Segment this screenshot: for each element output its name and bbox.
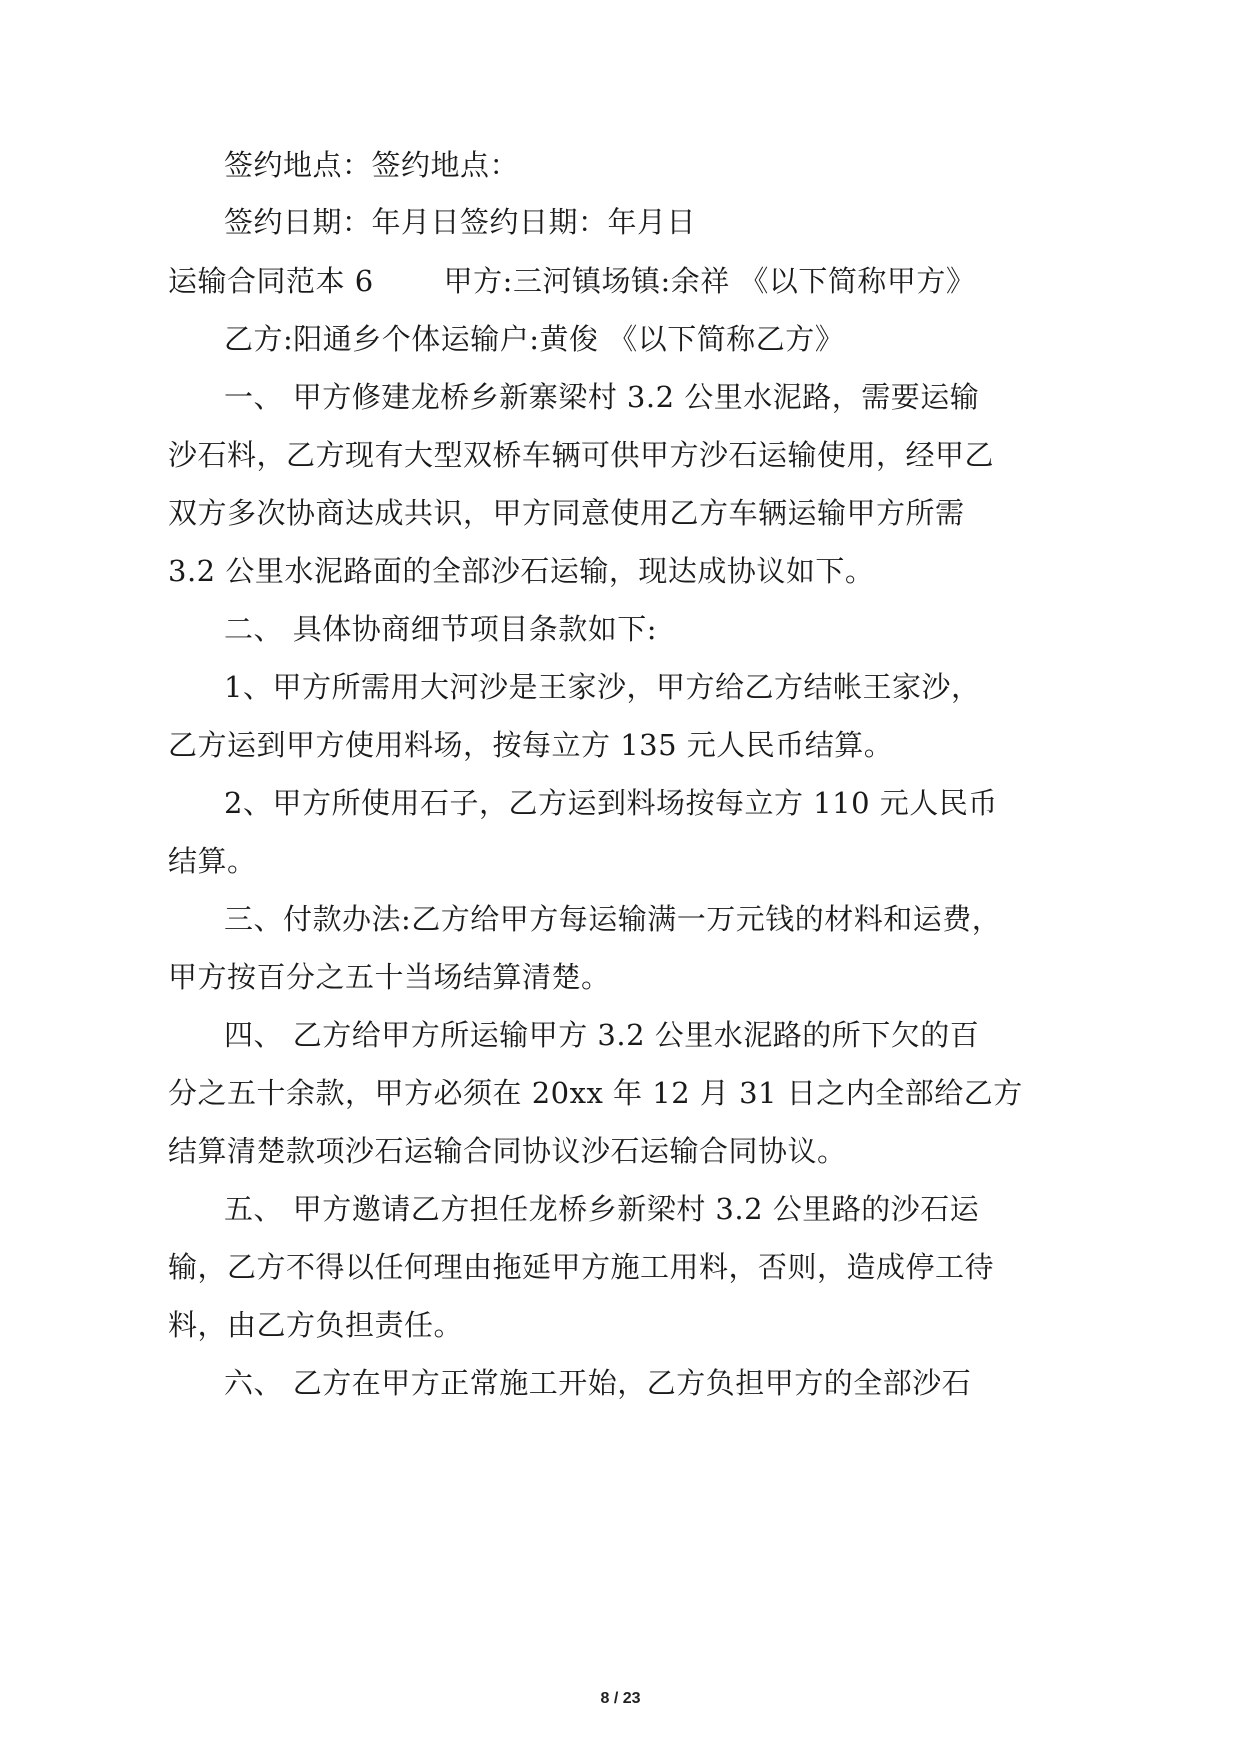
clause-1-line-1: 一、 甲方修建龙桥乡新寨梁村 3.2 公里水泥路，需要运输 — [224, 380, 980, 414]
item-2-line-2: 结算。 — [168, 844, 257, 878]
signing-place-line: 签约地点：签约地点： — [224, 148, 520, 182]
contract-title: 运输合同范本 6 — [168, 264, 374, 298]
item-2-line-1: 2、甲方所使用石子，乙方运到料场按每立方 110 元人民币 — [224, 786, 998, 820]
clause-1-line-4: 3.2 公里水泥路面的全部沙石运输，现达成协议如下。 — [168, 554, 875, 588]
party-a-line: 甲方:三河镇场镇:余祥 《以下简称甲方》 — [443, 264, 976, 298]
clause-2-heading: 二、 具体协商细节项目条款如下: — [224, 612, 657, 646]
clause-3-line-1: 三、付款办法:乙方给甲方每运输满一万元钱的材料和运费， — [224, 902, 1002, 936]
page-number: 8 / 23 — [600, 1690, 641, 1707]
clause-6-line-1: 六、 乙方在甲方正常施工开始，乙方负担甲方的全部沙石 — [224, 1366, 972, 1400]
clause-1-line-2: 沙石料，乙方现有大型双桥车辆可供甲方沙石运输使用，经甲乙 — [168, 438, 995, 472]
clause-1-line-3: 双方多次协商达成共识，甲方同意使用乙方车辆运输甲方所需 — [168, 496, 965, 530]
clause-5-line-3: 料，由乙方负担责任。 — [168, 1308, 464, 1342]
clause-5-line-1: 五、 甲方邀请乙方担任龙桥乡新梁村 3.2 公里路的沙石运 — [224, 1192, 980, 1226]
party-b-line: 乙方:阳通乡个体运输户:黄俊 《以下简称乙方》 — [224, 322, 845, 356]
clause-3-line-2: 甲方按百分之五十当场结算清楚。 — [168, 960, 611, 994]
clause-4-line-2: 分之五十余款，甲方必须在 20xx 年 12 月 31 日之内全部给乙方 — [168, 1076, 1023, 1110]
clause-5-line-2: 输，乙方不得以任何理由拖延甲方施工用料，否则，造成停工待 — [168, 1250, 995, 1284]
clause-4-line-3: 结算清楚款项沙石运输合同协议沙石运输合同协议。 — [168, 1134, 847, 1168]
contract-heading-line — [168, 261, 975, 301]
item-1-line-1: 1、甲方所需用大河沙是王家沙，甲方给乙方结帐王家沙， — [224, 670, 981, 704]
clause-4-line-1: 四、 乙方给甲方所运输甲方 3.2 公里水泥路的所下欠的百 — [224, 1018, 980, 1052]
item-1-line-2: 乙方运到甲方使用料场，按每立方 135 元人民币结算。 — [168, 728, 894, 762]
signing-date-line: 签约日期：年月日签约日期：年月日 — [224, 205, 697, 239]
